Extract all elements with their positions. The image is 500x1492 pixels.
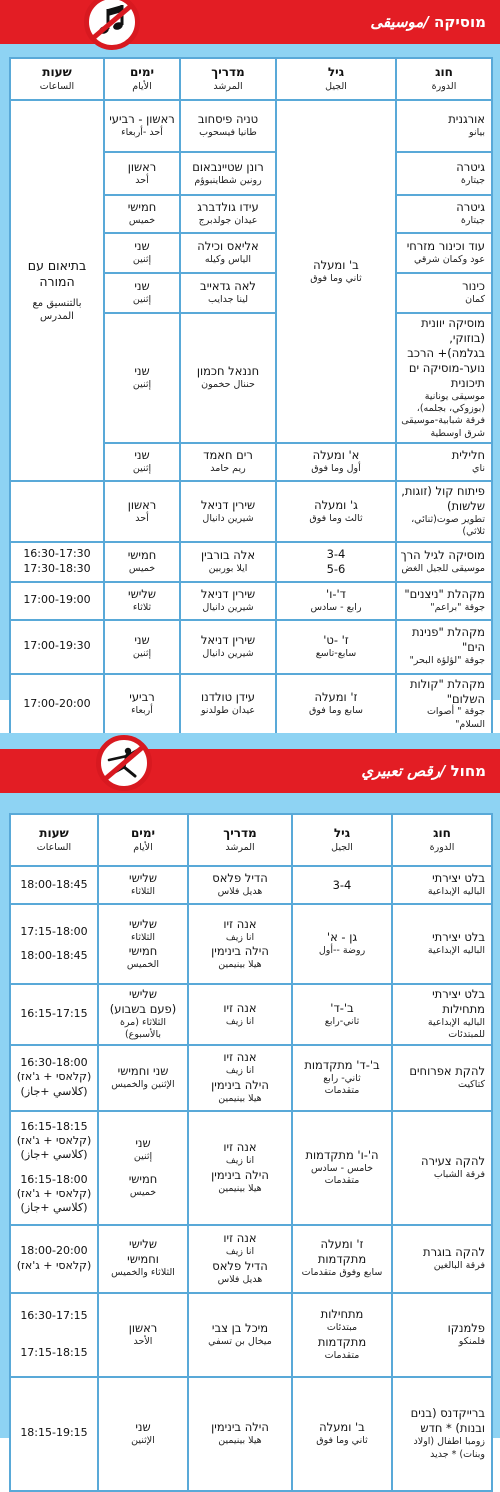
instructor-cell: אנה זיו انا زيف [188, 984, 292, 1045]
instructor-cell: שירין דניאל شيرين دانيال [180, 620, 276, 674]
age-cell: ב'-ד' מתקדמות ثاني- رابع متقدمات [292, 1045, 392, 1111]
dance-schedule-table [9, 813, 493, 1492]
hours-cell: 18:15-19:15 [10, 1377, 98, 1491]
days-cell: ראשון أحد [104, 152, 180, 195]
dance-panel [0, 733, 500, 1460]
table-row [10, 1045, 492, 1111]
shared-hours-cell: בתיאום עם המורה بالتنسيق مع المدرس [10, 100, 104, 481]
music-panel [0, 0, 500, 730]
age-cell: ה'-ו' מתקדמות خامس - سادس متقدمات [292, 1111, 392, 1225]
course-cell: גיטרה جيتارة [396, 152, 492, 195]
age-cell: ד'-ו' رابع - سادس [276, 582, 396, 620]
age-cell: ז' -ט' سابع-تاسع [276, 620, 396, 674]
instructor-cell: אנה זיו انا زيف הילה בינימין هيلا بينيمين [188, 904, 292, 984]
days-cell: חמישי خميس [104, 195, 180, 233]
days-cell: שלישי ثلاثاء [104, 582, 180, 620]
music-title: מוסיקה /موسيقى [370, 13, 486, 31]
instructor-cell: רים חאמד ريم حامد [180, 443, 276, 481]
instructor-cell: אנה זיו انا زيف הדיל פלאס هديل فلاس [188, 1225, 292, 1293]
col-instructor-header: מדריך المرشد [180, 58, 276, 100]
table-row [10, 674, 492, 735]
course-cell: פלמנקו فلمنكو [392, 1293, 492, 1377]
dance-title: מחול /رقص تعبيري [361, 762, 486, 780]
instructor-cell: שירין דניאל شيرين دانيال [180, 582, 276, 620]
course-cell: בלט יצירתי الباليه الإبداعية [392, 904, 492, 984]
hours-cell: 16:30-17:15 17:15-18:15 [10, 1293, 98, 1377]
instructor-cell: לאה גדאייב لينا جدايب [180, 273, 276, 313]
days-cell: ראשון - רביעי أحد -أربعاء [104, 100, 180, 152]
col-age-header: גיל الجيل [276, 58, 396, 100]
table-row [10, 481, 492, 542]
table-row [10, 866, 492, 904]
course-cell: בלט יצירתי מתחילות الباليه الإبداعية للمبتدئات [392, 984, 492, 1045]
age-cell: גן - א' روضة --أول [292, 904, 392, 984]
instructor-cell: חננאל חכמון حننال حخمون [180, 313, 276, 443]
days-cell: שני إثنين [104, 273, 180, 313]
days-cell: שני וחמישי الإثنين والخميس [98, 1045, 188, 1111]
col-hours-header: שעות الساعات [10, 814, 98, 866]
instructor-cell: אנה זיו انا زيف הילה בינימין هيلا بينيمين [188, 1045, 292, 1111]
hours-cell: 16:15-18:15 (קלאסי + ג'אז) (كلاسي +جاز) 16:15-18:00 (קלאסי + ג'אז) (كلاسي +جاز) [10, 1111, 98, 1225]
days-cell: ראשון الأحد [98, 1293, 188, 1377]
table-row [10, 1111, 492, 1225]
age-cell: מתחילות مبتدئات מתקדמות متقدمات [292, 1293, 392, 1377]
hours-cell: 18:00-20:00 (קלאסי + ג'אז) [10, 1225, 98, 1293]
days-cell: חמישי خميس [104, 542, 180, 582]
course-cell: בלט יצירתי الباليه الإبداعية [392, 866, 492, 904]
shared-age-cell: ב' ומעלה ثاني وما فوق [276, 100, 396, 443]
dance-header-bar [0, 749, 500, 793]
instructor-cell: טניה פיסחוב طانيا فيسحوب [180, 100, 276, 152]
hours-cell [10, 481, 104, 542]
course-cell: כינור كمان [396, 273, 492, 313]
table-row [10, 984, 492, 1045]
col-instructor-header: מדריך المرشد [188, 814, 292, 866]
course-cell: גיטרה جيتارة [396, 195, 492, 233]
col-days-header: ימים الأيام [98, 814, 188, 866]
hours-cell: 17:15-18:00 18:00-18:45 [10, 904, 98, 984]
hours-cell: 17:00-19:30 [10, 620, 104, 674]
course-cell: להקה בוגרת فرقة البالغين [392, 1225, 492, 1293]
instructor-cell: הדיל פלאס هديل فلاس [188, 866, 292, 904]
days-cell: שלישי الثلاثاء [98, 866, 188, 904]
hours-cell: 17:00-19:00 [10, 582, 104, 620]
instructor-cell: רונן שטיינבאום رونين شطاينبوؤم [180, 152, 276, 195]
hours-cell: 16:30-18:00 (קלאסי + ג'אז) (كلاسي +جاز) [10, 1045, 98, 1111]
hours-cell: 18:00-18:45 [10, 866, 98, 904]
course-cell: להקת אפרוחים كتاكيت [392, 1045, 492, 1111]
course-cell: פיתוח קול (זוגות, שלשות) تطوير صوت(ثنائي، ثلاثي) [396, 481, 492, 542]
instructor-cell: שירין דניאל شيرين دانيال [180, 481, 276, 542]
hours-cell: 17:00-20:00 [10, 674, 104, 735]
music-schedule-table [9, 57, 493, 735]
instructor-cell: אליאס וכילה الياس وكيله [180, 233, 276, 273]
table-row [10, 620, 492, 674]
music-note-icon [84, 0, 140, 50]
course-cell: להקה צעירה فرقة الشباب [392, 1111, 492, 1225]
instructor-cell: אלה בורבין ايلا بوربين [180, 542, 276, 582]
days-cell: רביעי أربعاء [104, 674, 180, 735]
age-cell: ב'-ד' ثاني-رابع [292, 984, 392, 1045]
days-cell: שני إثنين [104, 620, 180, 674]
col-course-header: חוג الدورة [392, 814, 492, 866]
col-course-header: חוג الدورة [396, 58, 492, 100]
age-cell: ז' ומעלה מתקדמות سابع وفوق متقدمات [292, 1225, 392, 1293]
course-cell: מקהלת "קולות השלום" جوقة " أصوات السلام" [396, 674, 492, 735]
age-cell: א' ומעלה أول وما فوق [276, 443, 396, 481]
table-header-row [10, 58, 492, 100]
course-cell: אורגנית بيانو [396, 100, 492, 152]
days-cell: שני إثنين חמישי خميس [98, 1111, 188, 1225]
hours-cell: 16:15-17:15 [10, 984, 98, 1045]
instructor-cell: מיכל בן צבי ميخال بن تسفي [188, 1293, 292, 1377]
age-cell: ג' ומעלה ثالث وما فوق [276, 481, 396, 542]
col-hours-header: שעות الساعات [10, 58, 104, 100]
days-cell: שלישי الثلاثاء חמישי الخميس [98, 904, 188, 984]
table-row [10, 1293, 492, 1377]
col-days-header: ימים الأيام [104, 58, 180, 100]
days-cell: ראשון أحد [104, 481, 180, 542]
age-cell: 3-4 [292, 866, 392, 904]
table-header-row [10, 814, 492, 866]
hours-cell: 16:30-17:30 17:30-18:30 [10, 542, 104, 582]
instructor-cell: הילה בינימין هيلا بينيمين [188, 1377, 292, 1491]
days-cell: שני الإثنين [98, 1377, 188, 1491]
instructor-cell: עידו גולדברג عيدان جولدبرج [180, 195, 276, 233]
course-cell: מוסיקה יוונית (בוזוקי, בגלמה)+ הרכב נוער-מוסיקה ים תיכונית موسيقى يونانية (بوزوكي، بجلمه)، فرقة شبابية-موسيقى شرق اوسطية [396, 313, 492, 443]
instructor-cell: עידן טולדנו عيدان طولدنو [180, 674, 276, 735]
table-row [10, 100, 492, 152]
days-cell: שלישי (פעם בשבוע) الثلاثاء (مرة بالأسبوع) [98, 984, 188, 1045]
course-cell: מוסיקה לגיל הרך موسيقى للجيل الغض [396, 542, 492, 582]
course-cell: ברייקדנס (בנים ובנות) * חדש زومبا اطفال (اولاد وبنات) * جديد [392, 1377, 492, 1491]
course-cell: עוד וכינור מזרחי عود وكمان شرقي [396, 233, 492, 273]
table-row [10, 542, 492, 582]
course-cell: חלילית ناي [396, 443, 492, 481]
days-cell: שלישי וחמישי الثلاثاء والخميس [98, 1225, 188, 1293]
age-cell: ז' ומעלה سابع وما فوق [276, 674, 396, 735]
instructor-cell: אנה זיו انا زيف הילה בינימין هيلا بينيمين [188, 1111, 292, 1225]
age-cell: ב' ומעלה ثاني وما فوق [292, 1377, 392, 1491]
dancer-icon [96, 735, 152, 791]
age-cell: 3-4 5-6 [276, 542, 396, 582]
table-row [10, 1225, 492, 1293]
col-age-header: גיל الجيل [292, 814, 392, 866]
table-row [10, 1377, 492, 1491]
music-header-bar [0, 0, 500, 44]
table-row [10, 582, 492, 620]
days-cell: שני إثنين [104, 443, 180, 481]
table-row [10, 904, 492, 984]
days-cell: שני إثنين [104, 313, 180, 443]
days-cell: שני إثنين [104, 233, 180, 273]
course-cell: מקהלת "ניצנים" جوقة "براعم" [396, 582, 492, 620]
course-cell: מקהלת "פנינת הים" جوقة "لؤلؤة البحر" [396, 620, 492, 674]
